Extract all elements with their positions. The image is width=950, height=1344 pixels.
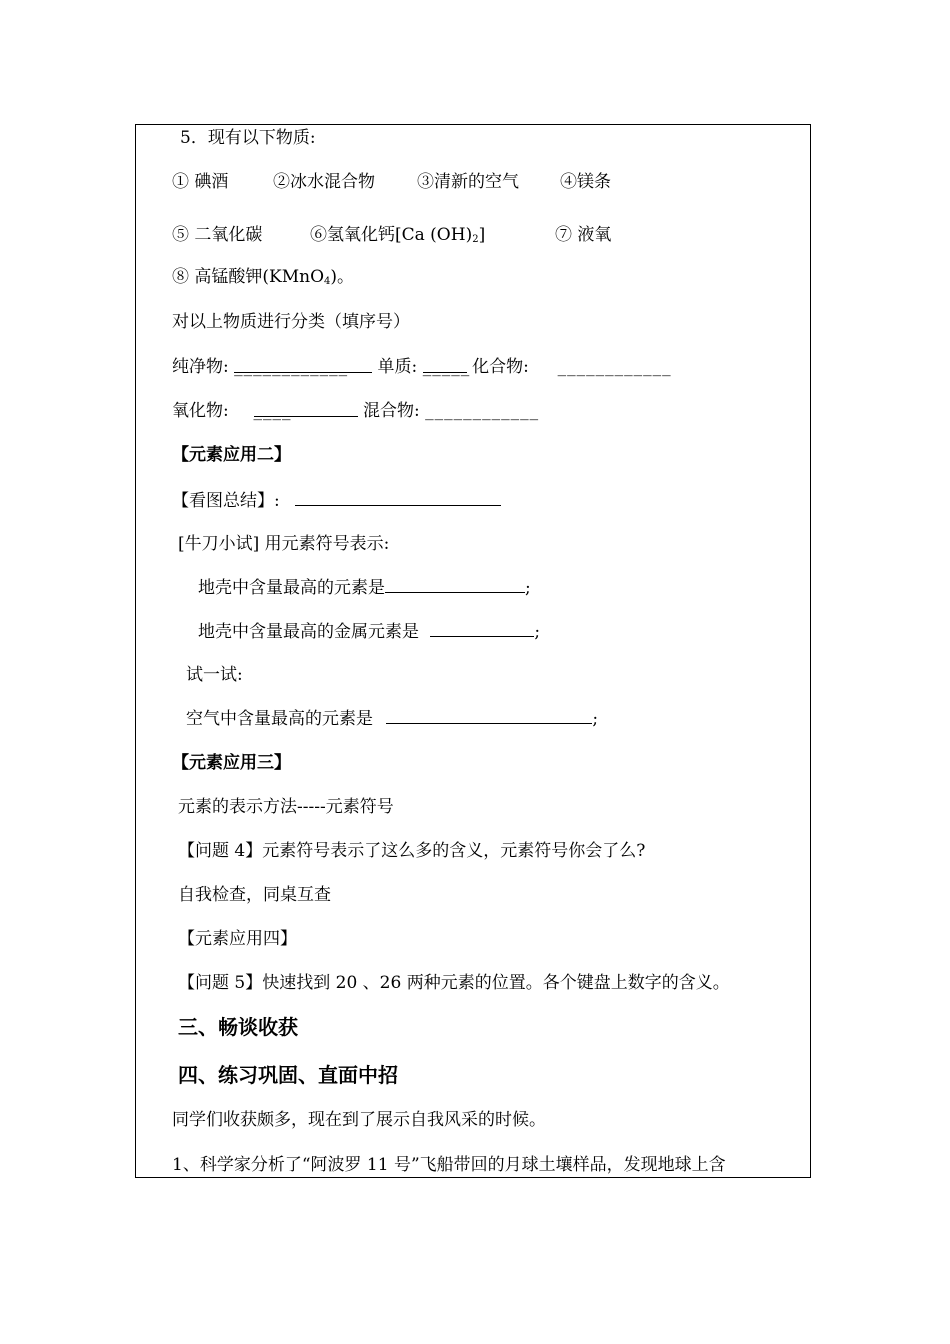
q5-title: 5．现有以下物质:	[180, 128, 316, 148]
question-4: 【问题 4】元素符号表示了这么多的含义，元素符号你会了么?	[178, 841, 646, 861]
app4-heading: 【元素应用四】	[178, 929, 297, 949]
classify-row-2	[172, 400, 539, 422]
substance-6-end: ]	[478, 225, 486, 245]
crust-top-row	[198, 576, 531, 599]
crust-metal-row	[198, 620, 540, 643]
semicolon: ;	[525, 578, 531, 598]
question-5: 【问题 5】快速找到 20 、26 两种元素的位置。各个键盘上数字的含义。	[178, 973, 730, 993]
try-label: 试一试:	[186, 665, 243, 685]
summary-row	[172, 489, 501, 512]
mixture-label: 混合物:	[362, 401, 420, 421]
substance-3: ③清新的空气	[417, 172, 519, 192]
substance-6-main: ⑥氢氧化钙[Ca (OH)	[310, 225, 473, 245]
air-top-question: 空气中含量最高的元素是	[186, 709, 373, 729]
substance-8-end: )。	[330, 267, 355, 287]
substance-6-subscript: 2	[472, 234, 479, 245]
substance-2: ②冰水混合物	[273, 172, 375, 192]
element-label: 单质:	[377, 357, 418, 377]
intro-text: 同学们收获颇多，现在到了展示自我风采的时候。	[172, 1110, 546, 1130]
oxide-blank[interactable]: ____	[254, 400, 358, 417]
substance-6	[310, 224, 485, 251]
section-4-heading: 四、练习巩固、直面中招	[178, 1063, 398, 1087]
substance-7: ⑦ 液氧	[555, 225, 612, 245]
compound-blank[interactable]: ____________	[557, 357, 672, 377]
crust-top-question: 地壳中含量最高的元素是	[198, 578, 385, 598]
crust-metal-question: 地壳中含量最高的金属元素是	[198, 622, 419, 642]
mixture-blank[interactable]: ____________	[425, 401, 540, 421]
app3-heading: 【元素应用三】	[172, 753, 291, 773]
semicolon: ;	[534, 622, 541, 642]
air-top-row	[186, 707, 598, 730]
semicolon: ;	[592, 709, 599, 729]
classify-instruction: 对以上物质进行分类（填序号）	[172, 312, 410, 332]
summary-label: 【看图总结】:	[172, 491, 280, 511]
air-top-blank[interactable]	[386, 707, 592, 724]
compound-label: 化合物:	[472, 357, 529, 377]
substance-8-main: ⑧ 高锰酸钾(KMnO	[172, 267, 325, 287]
app2-heading: 【元素应用二】	[172, 445, 291, 465]
trial-prompt: [牛刀小试] 用元素符号表示:	[178, 534, 390, 554]
crust-top-blank[interactable]	[385, 576, 525, 593]
substance-1: ① 碘酒	[172, 172, 229, 192]
crust-metal-blank[interactable]	[430, 620, 534, 637]
section-3-heading: 三、畅谈收获	[178, 1015, 298, 1039]
summary-blank[interactable]	[295, 489, 501, 506]
oxide-label: 氧化物:	[172, 401, 229, 421]
substance-8	[172, 266, 354, 293]
classify-row-1	[172, 356, 672, 378]
pure-substance-blank[interactable]: ____________	[234, 356, 372, 373]
pure-substance-label: 纯净物:	[172, 357, 229, 377]
substance-8-subscript: 4	[324, 276, 331, 287]
element-blank[interactable]: _____	[422, 357, 471, 377]
self-check: 自我检查，同桌互查	[178, 885, 331, 905]
substance-4: ④镁条	[560, 172, 611, 192]
substance-5: ⑤ 二氧化碳	[172, 225, 263, 245]
representation-method: 元素的表示方法-----元素符号	[178, 797, 394, 817]
exercise-1: 1、科学家分析了“阿波罗 11 号”飞船带回的月球土壤样品，发现地球上含	[172, 1155, 726, 1175]
